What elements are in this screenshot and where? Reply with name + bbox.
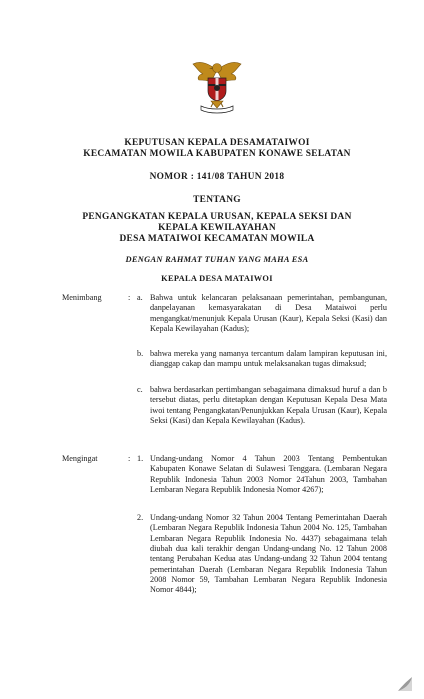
menimbang-item-b: bahwa mereka yang namanya tercantum dalam lampiran keputusan ini, dianggap cakap dan mampu untuk melaksanakan tugas dimaksud;	[150, 349, 387, 369]
mengingat-marker-1: 1.	[137, 454, 144, 463]
decree-number: NOMOR : 141/08 TAHUN 2018	[149, 172, 285, 182]
page-curl-icon	[396, 677, 412, 691]
menimbang-marker-b: b.	[137, 349, 144, 358]
decree-title-line2: KECAMATAN MOWILA KABUPATEN KONAWE SELATAN	[83, 149, 351, 159]
menimbang-label: Menimbang	[62, 293, 102, 302]
menimbang-item-a: Bahwa untuk kelancaran pelaksanaan pemerintahan, pembangunan, danpelayanan kemasyarakatan di Desa Mataiwoi perlu mengangkat/menunjuk Kepala Urusan (Kaur), Kepala Seksi (Kasi) dan Kepala Kewilayahan (Kadus);	[150, 293, 387, 334]
decree-title-line1: KEPUTUSAN KEPALA DESAMATAIWOI	[124, 138, 310, 148]
mengingat-marker-2: 2.	[137, 513, 144, 522]
mengingat-colon: :	[128, 454, 131, 463]
subject-line2: KEPALA KEWILAYAHAN	[158, 223, 276, 233]
about-heading: TENTANG	[193, 195, 241, 205]
menimbang-colon: :	[128, 293, 131, 302]
subject-line1: PENGANGKATAN KEPALA URUSAN, KEPALA SEKSI DAN	[82, 212, 352, 222]
blessing-line: DENGAN RAHMAT TUHAN YANG MAHA ESA	[125, 255, 309, 264]
mengingat-item-2: Undang-undang Nomor 32 Tahun 2004 Tentang Pemerintahan Daerah (Lembaran Negara Republik Indonesia Tahun 2004 No. 125, Tambahan Lembaran Negara Republik Indonesia No. 4437) sebagaimana telah diubah dua kali terakhir dengan Undang-undang No. 12 Tahun 2008 tentang Perubahan Kedua atas Undang-undang 32 Tahun 2004 tentang pemerintahan Daerah (Lembaran Negara Republik Indonesia Tahun 2008 Nomor 59, Tambahan Lembaran Negara Republik Indonesia Nomor 4844);	[150, 513, 387, 595]
garuda-emblem	[191, 58, 243, 114]
menimbang-marker-c: c.	[137, 385, 143, 394]
authority-line: KEPALA DESA MATAIWOI	[161, 274, 273, 283]
menimbang-item-c: bahwa berdasarkan pertimbangan sebagaimana dimaksud huruf a dan b tersebut diatas, perlu ditetapkan dengan Keputusan Kepala Desa Mata iwoi tentang Pengangkatan/Penunjukkan Kepala Urusan (Kaur), Kepala Seksi (Kasi) dan Kepala Kewilayahan (Kadus).	[150, 385, 387, 426]
menimbang-marker-a: a.	[137, 293, 143, 302]
mengingat-label: Mengingat	[62, 454, 98, 463]
mengingat-item-1: Undang-undang Nomor 4 Tahun 2003 Tentang Pembentukan Kabupaten Konawe Selatan di Sulawesi Tenggara. (Lembaran Negara Republik Indonesia Tahun 2003 Nomor 24Tahun 2003, Tambahan Lembaran Negara Republik Indonesia Nomor 4267);	[150, 454, 387, 495]
subject-line3: DESA MATAIWOI KECAMATAN MOWILA	[119, 234, 315, 244]
